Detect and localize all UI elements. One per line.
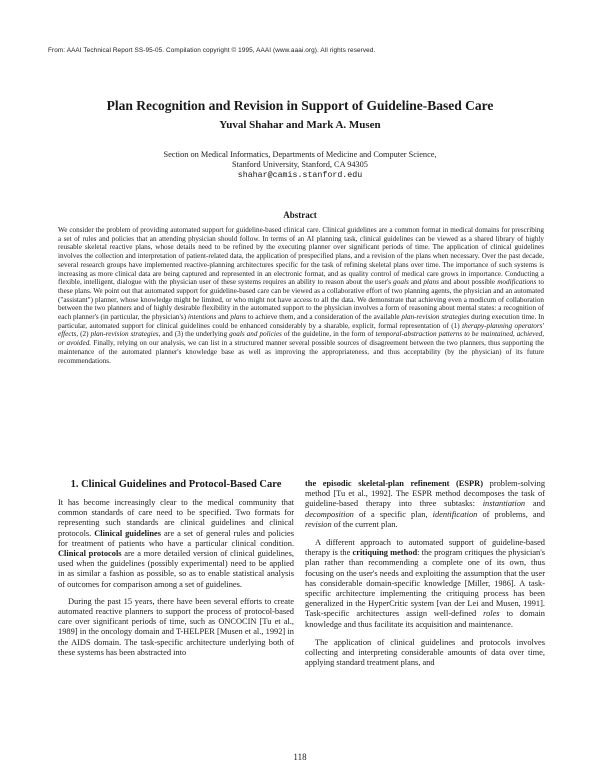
- paper-title: Plan Recognition and Revision in Support of Guideline-Based Care: [106, 98, 494, 113]
- author-email: shahar@camis.stanford.edu: [237, 170, 363, 180]
- affiliation-line: Section on Medical Informatics, Departments of Medicine and Computer Science,: [163, 150, 437, 159]
- paragraph: A different approach to automated support of guideline-based therapy is the critiquing method: the program critiques the physician's plan rather than recommending a complete one of its own, thus focusing on the user's needs and exploiting the assumption that the user has considerable domain-specific knowledge [Miller, 1986]. A task-specific architecture implementing the critiquing process has been generalized in the HyperCritic system [van der Lei and Musen, 1991]. Task-specific architectures assign well-defined roles to domain knowledge and thus facilitate its acquisition and maintenance.: [305, 538, 545, 629]
- affiliation-block: [0, 150, 600, 181]
- abstract-heading: Abstract: [283, 210, 317, 220]
- copyright-note: From: AAAI Technical Report SS-95-05. Compilation copyright © 1995, AAAI (www.aaai.org). All rights reserved.: [48, 47, 376, 54]
- paragraph: During the past 15 years, there have been several efforts to create automated reactive planners to support the process of protocol-based care over significant periods of time, such as ONCOCIN [Tu et al., 1989] in the oncology domain and T-HELPER [Musen et al., 1992] in the AIDS domain. The task-specific architecture underlying both of these systems has been abstracted into: [58, 596, 294, 657]
- abstract-text: We consider the problem of providing automated support for guideline-based clinical care. Clinical guidelines are a common format in medical domains for prescribing a set of rules and policies that an attending physician should follow. In terms of an AI planning task, clinical guidelines can be viewed as a shared library of highly reusable skeletal reactive plans, whose details need to be refined by the executing planner over significant periods of time. The application of clinical guidelines involves the collection and interpretation of patient-related data, the application of prespecified plans, and a revision of the plans when necessary. Over the past decade, several research groups have implemented reactive-planning architectures specific for the task of refining skeletal plans over time. The importance of such systems is increasing as more clinical data are being captured and represented in an electronic format, and as quality control of medical care grows in importance. Conducting a flexible, intelligent, dialogue with the physician user of these systems requires an ability to reason about the user's goals and plans and about possible modifications to these plans. We point out that automated support for guideline-based care can be viewed as a collaborative effort of two planning agents, the physician and an automated ("assistant") planner, whose knowledge might be limited, or who might not have access to all the data. We demonstrate that achieving even a modicum of collaboration between the two planners and of highly desirable flexibility in the automated support to the physician involves a form of reasoning about mental states: a recognition of each planner's (in particular, the physician's) intentions and plans to achieve them, and a consideration of the available plan-revision strategies during execution time. In particular, automated support for clinical guidelines could be enhanced considerably by a sharable, explicit, formal representation of (1) therapy-planning operators' effects, (2) plan-revision strategies, and (3) the underlying goals and policies of the guideline, in the form of temporal-abstraction patterns to be maintained, achieved, or avoided. Finally, relying on our analysis, we can list in a structured manner several possible sources of disagreement between the two planners, thus supporting the maintenance of the automated planner's knowledge base as well as improving the appropriateness, and thus acceptability (by the physician) of its future recommendations.: [58, 226, 545, 365]
- paper-authors: Yuval Shahar and Mark A. Musen: [219, 119, 381, 131]
- paragraph: It has become increasingly clear to the medical community that common standards of care need to be specified. Two formats for representing such standards are clinical guidelines and clinical protocols. Clinical guidelines are a set of general rules and policies for treatment of patients who have a particular clinical condition. Clinical protocols are a more detailed version of clinical guidelines, used when the guidelines (possibly experimental) need to be applied in as similar a fashion as possible, so as to enable statistical analysis of outcomes for comparison among a set of guidelines.: [58, 498, 294, 589]
- paragraph: The application of clinical guidelines and protocols involves collecting and interpreting considerable amounts of data over time, applying standard treatment plans, and: [305, 637, 545, 668]
- paragraph: the episodic skeletal-plan refinement (ESPR) problem-solving method [Tu et al., 1992]. The ESPR method decomposes the task of guideline-based therapy into three subtasks: instantiation and decomposition of a specific plan, identification of problems, and revision of the current plan.: [305, 479, 546, 529]
- right-column: [305, 479, 545, 675]
- section-heading: 1. Clinical Guidelines and Protocol-Based Care: [70, 479, 282, 490]
- left-column: [58, 479, 294, 665]
- affiliation-line: Stanford University, Stanford, CA 94305: [232, 160, 368, 170]
- page-number: 118: [293, 752, 307, 762]
